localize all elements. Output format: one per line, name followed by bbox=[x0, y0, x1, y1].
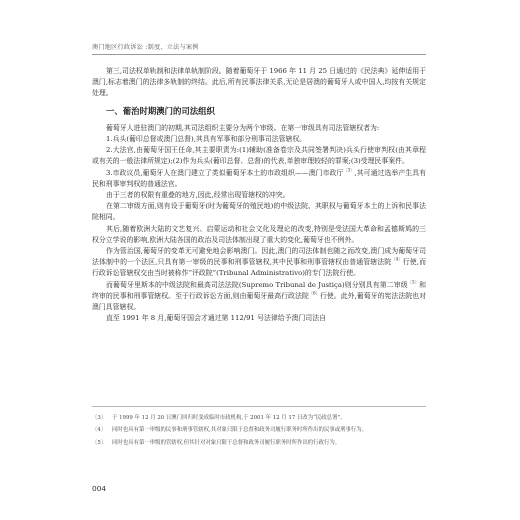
paragraph: 作为管治国,葡萄牙的变革无可避免地会影响澳门。因此,澳门的司法体制也随之而改变,澳门成为葡萄牙司法体制中的一个法区,只具有第一审级的民事和刑事管辖权,其中民事和刑事管辖权由普通管辖法院$^{〔4〕}$行使,而行政诉讼管辖权交由当时被称作“评政院”(Tribunal Administrativo)的专门法院行使。 bbox=[92, 247, 426, 278]
paragraph: 1.兵头(葡印总督或澳门总督),其具有军事和部分刑事司法管辖权。 bbox=[106, 135, 307, 144]
running-head: 澳门地区行政诉讼 :制度、立法与案例 bbox=[92, 44, 199, 51]
footnote-mark: 〔4〕 bbox=[92, 427, 107, 434]
header-rule bbox=[92, 54, 426, 55]
footnote-ref[interactable]: 〔5〕 bbox=[407, 279, 420, 285]
footnote bbox=[92, 439, 426, 448]
footnote-ref[interactable]: 〔4〕 bbox=[391, 256, 403, 262]
paragraph: 在第二审级方面,则有设于葡萄牙(时为葡萄牙的殖民地)的中级法院、其职权与葡萄牙本土的上诉和民事法院相同。 bbox=[92, 202, 426, 222]
section-heading: 一、葡治时期澳门的司法组织 bbox=[106, 105, 215, 116]
footnote-mark: 〔3〕 bbox=[92, 415, 107, 421]
paragraph: 2.大法官,由葡萄牙国王任命,其主要职责为:(1)辅助(准备卷宗及共同签署判决)兵头行使审判权(由其章程或有关的一般法律所规定);(2)作为兵头(葡印总督、总督)的代表,单独审理较轻的罪案;(3)受理民事案件。 bbox=[92, 146, 426, 166]
paragraph: 葡萄牙人进驻澳门的初期,其司法组织主要分为两个审级。在第一审级具有司法管辖权者为: bbox=[106, 123, 380, 132]
body-text bbox=[92, 66, 426, 324]
paragraph: 其后,随着欧洲大陆的文艺复兴、启蒙运动和社会文化及理论的改变,特别是受法国大革命和孟德斯鸠的三权分立学说的影响,欧洲大陆各国的政治及司法体制出现了重大的变化,葡萄牙也不例外。 bbox=[92, 224, 426, 244]
footnote bbox=[92, 414, 426, 423]
footnote-mark: 〔5〕 bbox=[92, 439, 107, 446]
footnote-text: 同时也具有第一审级的民事和刑事管辖权,其对象只限于总督和政务司履行职务时所作出的民事或刑事行为。 bbox=[112, 427, 368, 434]
footnote-rule bbox=[92, 406, 426, 407]
paragraph: 而葡萄牙里斯本的中级法院和最高司法法院(Supremo Tribunal de Justiça)则分别具有第二审级$^{〔5〕}$和终审的民事和刑事管辖权。至于行政诉讼方面,则由葡萄牙最高行政法院$^{〔6〕}$行使。此外,葡萄牙的宪法法院也对澳门具管辖权。 bbox=[92, 279, 426, 312]
paragraph: 3.市政议员,葡萄牙人在澳门建立了类似葡萄牙本土的市政组织——澳门市政厅$^{〔3〕}$,其可通过选举产生具有民和刑事审判权的普通法官。 bbox=[92, 167, 426, 188]
page-number: 004 bbox=[92, 484, 107, 493]
footnotes bbox=[92, 414, 426, 451]
footnote-text: 于 1999 年 12 月 20 日澳门回归时变成临时市政机构,于 2001 年 12 月 17 日改为“民政总署”。 bbox=[112, 415, 346, 421]
footnote-ref[interactable]: 〔3〕 bbox=[343, 167, 355, 173]
paragraph-intro: 第三,司法权单轨制和法律单轨制阶段。随着葡萄牙于 1966 年 11 月 25 日通过的《民法典》延伸适用于澳门,标志着澳门的法律多轨制的终结。此后,所有民事法律关系,无论是居澳的葡萄牙人或中国人,均按有关规定处理。 bbox=[92, 67, 426, 98]
book-page bbox=[92, 22, 426, 500]
footnote-text: 同时也具有第一审级的管辖权,但其针对对象只限于总督和政务司履行职务时所作出的行政行为。 bbox=[112, 439, 341, 446]
footnote bbox=[92, 426, 426, 435]
paragraph: 直至 1991 年 8 月,葡萄牙国会才通过第 112/91 号法律给予澳门司法自 bbox=[106, 314, 326, 323]
footnote-ref[interactable]: 〔6〕 bbox=[308, 290, 320, 296]
paragraph: 由于三者的权限有重叠的地方,因此,经常出现管辖权的冲突。 bbox=[106, 191, 290, 200]
